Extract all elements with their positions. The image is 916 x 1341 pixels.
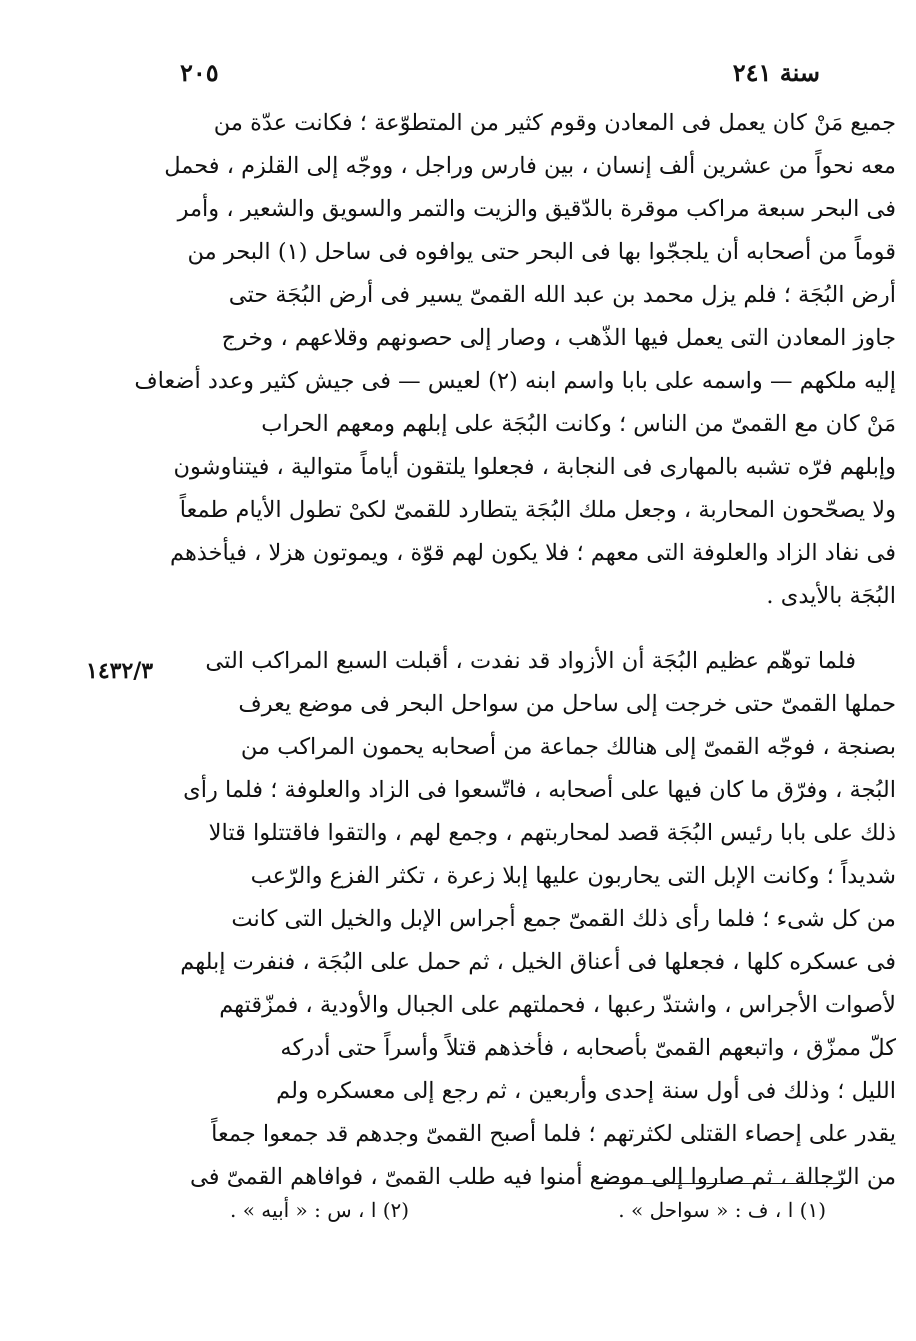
text-line: فلما توهّم عظيم البُجَة أن الأزواد قد نفدت ، أقبلت السبع المراكب التى [205,648,856,674]
text-line: قوماً من أصحابه أن يلججّوا بها فى البحر حتى يوافوه فى ساحل (١) البحر من [187,239,896,265]
text-line: مَنْ كان مع القمىّ من الناس ؛ وكانت البُجَة على إبلهم ومعهم الحراب [261,411,896,437]
text-line: الليل ؛ وذلك فى أول سنة إحدى وأربعين ، ثم رجع إلى معسكره ولم [276,1078,896,1104]
text-line: أرض البُجَة ؛ فلم يزل محمد بن عبد الله القمىّ يسير فى أرض البُجَة حتى [228,282,896,308]
text-line: فى نفاد الزاد والعلوفة التى معهم ؛ فلا يكون لهم قوّة ، ويموتون هزلا ، فيأخذهم [169,540,896,566]
page-number: ٢٠٥ [180,58,219,87]
margin-reference: ١٤٣٢/٣ [86,658,154,684]
paragraph-gap [180,618,896,640]
text-line: وإبلهم فرّه تشبه بالمهارى فى النجابة ، فجعلوا يلتقون أياماً متوالية ، فيتناوشون [173,454,896,480]
footnote-1: (١) ا ، ف : « سواحل » . [618,1198,826,1222]
text-line: البُجة ، وفرّق ما كان فيها على أصحابه ، فاتّسعوا فى الزاد والعلوفة ؛ فلما رأى [183,777,896,803]
footnotes [230,1198,826,1228]
footnote-2: (٢) ا ، س : « أبيه » . [230,1198,410,1222]
text-line: جميع مَنْ كان يعمل فى المعادن وقوم كثير من المتطوّعة ؛ فكانت عدّة من [213,110,896,136]
text-line: معه نحواً من عشرين ألف إنسان ، بين فارس وراجل ، ووجّه إلى القلزم ، فحمل [164,153,896,179]
text-line: كلّ ممزّق ، واتبعهم القمىّ بأصحابه ، فأخذهم قتلاً وأسراً حتى أدركه [280,1035,896,1061]
text-line: ذلك على بابا رئيس البُجَة قصد لمحاربتهم ، وجمع لهم ، والتقوا فاقتتلوا قتالا [208,820,896,846]
text-line: إليه ملكهم — واسمه على بابا واسم ابنه (٢) لعيس — فى جيش كثير وعدد أضعاف [134,368,896,394]
text-line: فى عسكره كلها ، فجعلها فى أعناق الخيل ، ثم حمل على البُجَة ، فنفرت إبلهم [180,949,896,975]
text-line: من الرّجالة ، ثم صاروا إلى موضع أمنوا فيه طلب القمىّ ، فوافاهم القمىّ فى [190,1164,896,1190]
text-line: لأصوات الأجراس ، واشتدّ رعبها ، فحملتهم على الجبال والأودية ، فمزّقتهم [219,992,896,1018]
text-line: من كل شىء ؛ فلما رأى ذلك القمىّ جمع أجراس الإبل والخيل التى كانت [231,906,896,932]
text-line: بصنجة ، فوجّه القمىّ إلى هنالك جماعة من أصحابه يحمون المراكب من [240,734,896,760]
text-line: ولا يصحّحون المحاربة ، وجعل ملك البُجَة يتطارد للقمىّ لكىْ تطول الأيام طمعاً [179,497,896,523]
page-header [180,58,820,92]
text-line: البُجَة بالأيدى . [766,583,896,609]
text-line: حملها القمىّ حتى خرجت إلى ساحل من سواحل البحر فى موضع يعرف [238,691,896,717]
text-line: يقدر على إحصاء القتلى لكثرتهم ؛ فلما أصبح القمىّ وجدهم قد جمعوا جمعاً [211,1121,896,1147]
text-line: فى البحر سبعة مراكب موقرة بالدّقيق والزيت والتمر والسويق والشعير ، وأمر [177,196,896,222]
footnote-rule [596,1183,844,1184]
text-line: جاوز المعادن التى يعمل فيها الذّهب ، وصار إلى حصونهم وقلاعهم ، وخرج [221,325,896,351]
text-line: شديداً ؛ وكانت الإبل التى يحاربون عليها إبلا زعرة ، تكثر الفزع والرّعب [250,863,896,889]
running-head-year: سنة ٢٤١ [732,58,820,87]
body-text [134,102,896,1199]
